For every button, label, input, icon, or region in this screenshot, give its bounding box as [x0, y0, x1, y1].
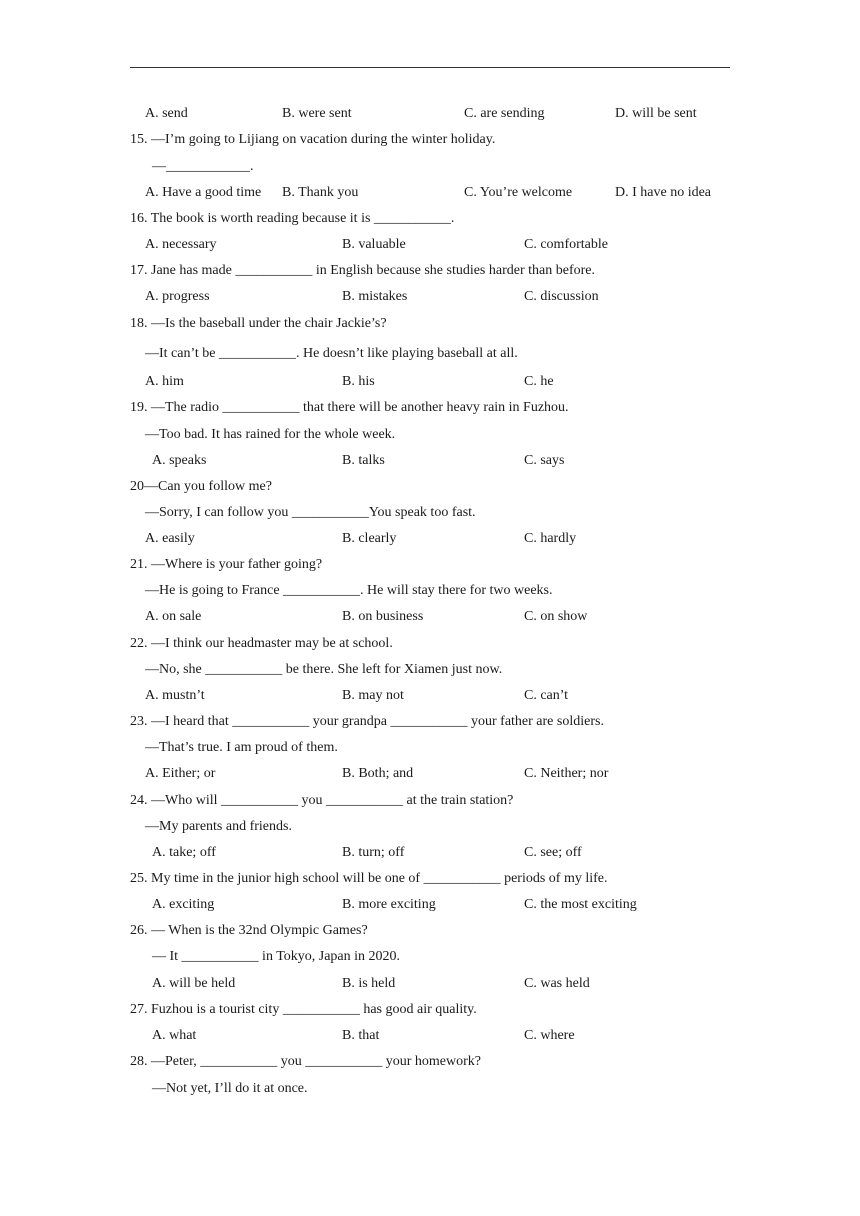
- option-a: A. exciting: [152, 897, 215, 912]
- option-b: B. more exciting: [342, 897, 436, 912]
- question-15-stem: 15. —I’m going to Lijiang on vacation during the winter holiday.: [130, 132, 496, 147]
- option-a: A. take; off: [152, 845, 216, 860]
- option-a: A. will be held: [152, 976, 236, 991]
- option-d: D. I have no idea: [615, 185, 712, 200]
- option-c: C. the most exciting: [524, 897, 637, 912]
- option-c: C. comfortable: [524, 237, 608, 252]
- options-row-q26: [0, 975, 860, 993]
- options-row-q18: [0, 373, 860, 391]
- option-b: B. may not: [342, 688, 404, 703]
- question-18-reply: —It can’t be ___________. He doesn’t like playing baseball at all.: [145, 346, 518, 361]
- question-25-stem: 25. My time in the junior high school will be one of ___________ periods of my life.: [130, 871, 608, 886]
- question-22-reply: —No, she ___________ be there. She left for Xiamen just now.: [145, 662, 503, 677]
- question-22-stem: 22. —I think our headmaster may be at school.: [130, 636, 393, 651]
- options-row-q25: [0, 896, 860, 914]
- option-a: A. necessary: [145, 237, 217, 252]
- option-d: D. will be sent: [615, 106, 697, 121]
- option-c: C. discussion: [524, 289, 599, 304]
- option-c: C. can’t: [524, 688, 569, 703]
- option-a: A. what: [152, 1028, 197, 1043]
- option-a: A. progress: [145, 289, 210, 304]
- question-15-reply: —____________.: [152, 159, 254, 174]
- options-row-q23: [0, 765, 860, 783]
- option-c: C. see; off: [524, 845, 582, 860]
- option-c: C. are sending: [464, 106, 545, 121]
- options-row-q19: [0, 452, 860, 470]
- option-a: A. speaks: [152, 453, 207, 468]
- options-row-q20: [0, 530, 860, 548]
- question-24-stem: 24. —Who will ___________ you ___________ at the train station?: [130, 793, 514, 808]
- question-20-stem: 20—Can you follow me?: [130, 479, 272, 494]
- option-b: B. talks: [342, 453, 385, 468]
- question-23-reply: —That’s true. I am proud of them.: [145, 740, 338, 755]
- options-row-q22: [0, 687, 860, 705]
- question-16-stem: 16. The book is worth reading because it is ___________.: [130, 211, 455, 226]
- question-26-stem: 26. — When is the 32nd Olympic Games?: [130, 923, 368, 938]
- question-19-reply: —Too bad. It has rained for the whole week.: [145, 427, 396, 442]
- option-a: A. Either; or: [145, 766, 216, 781]
- option-b: B. mistakes: [342, 289, 408, 304]
- options-row-q27: [0, 1027, 860, 1045]
- options-row-q16: [0, 236, 860, 254]
- question-21-stem: 21. —Where is your father going?: [130, 557, 323, 572]
- option-b: B. valuable: [342, 237, 406, 252]
- option-a: A. easily: [145, 531, 195, 546]
- option-b: B. Thank you: [282, 185, 359, 200]
- question-26-reply: — It ___________ in Tokyo, Japan in 2020.: [152, 949, 401, 964]
- option-a: A. him: [145, 374, 184, 389]
- option-a: A. Have a good time: [145, 185, 262, 200]
- question-27-stem: 27. Fuzhou is a tourist city ___________ has good air quality.: [130, 1002, 477, 1017]
- option-b: B. that: [342, 1028, 380, 1043]
- option-b: B. were sent: [282, 106, 352, 121]
- options-row-q14: [0, 105, 860, 123]
- option-c: C. hardly: [524, 531, 577, 546]
- option-c: C. Neither; nor: [524, 766, 609, 781]
- options-row-q21: [0, 608, 860, 626]
- option-c: C. on show: [524, 609, 588, 624]
- question-24-reply: —My parents and friends.: [145, 819, 292, 834]
- option-b: B. on business: [342, 609, 424, 624]
- option-b: B. Both; and: [342, 766, 414, 781]
- option-b: B. clearly: [342, 531, 397, 546]
- option-b: B. turn; off: [342, 845, 405, 860]
- question-21-reply: —He is going to France ___________. He will stay there for two weeks.: [145, 583, 553, 598]
- question-20-reply: —Sorry, I can follow you ___________You speak too fast.: [145, 505, 476, 520]
- options-row-q15: [0, 184, 860, 202]
- option-c: C. was held: [524, 976, 590, 991]
- question-19-stem: 19. —The radio ___________ that there will be another heavy rain in Fuzhou.: [130, 400, 569, 415]
- option-c: C. says: [524, 453, 565, 468]
- option-a: A. mustn’t: [145, 688, 205, 703]
- question-28-reply: —Not yet, I’ll do it at once.: [152, 1081, 308, 1096]
- option-b: B. his: [342, 374, 375, 389]
- question-17-stem: 17. Jane has made ___________ in English because she studies harder than before.: [130, 263, 595, 278]
- options-row-q24: [0, 844, 860, 862]
- options-row-q17: [0, 288, 860, 306]
- question-28-stem: 28. —Peter, ___________ you ___________ your homework?: [130, 1054, 481, 1069]
- option-a: A. send: [145, 106, 188, 121]
- option-b: B. is held: [342, 976, 396, 991]
- question-18-stem: 18. —Is the baseball under the chair Jackie’s?: [130, 316, 387, 331]
- option-c: C. where: [524, 1028, 575, 1043]
- option-a: A. on sale: [145, 609, 202, 624]
- option-c: C. he: [524, 374, 554, 389]
- question-23-stem: 23. —I heard that ___________ your grandpa ___________ your father are soldiers.: [130, 714, 604, 729]
- option-c: C. You’re welcome: [464, 185, 573, 200]
